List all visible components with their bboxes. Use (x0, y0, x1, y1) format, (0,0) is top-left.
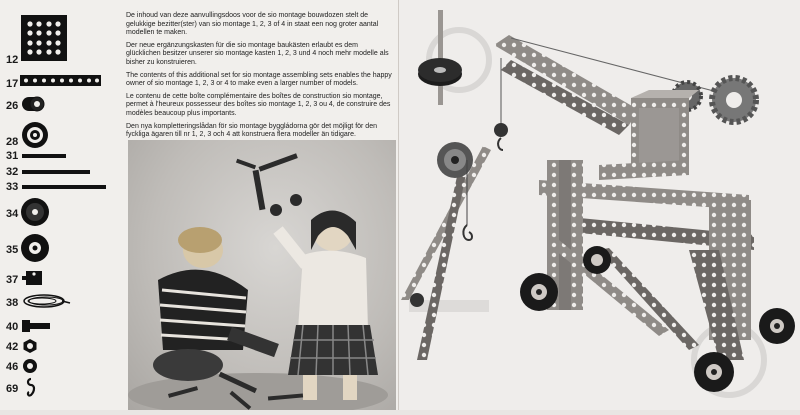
perforated-plate-icon (20, 14, 68, 62)
part-37 (0, 268, 120, 288)
part-28 (0, 120, 120, 150)
medium-axle-icon (22, 169, 92, 175)
perforated-strip-icon (20, 74, 102, 88)
part-69 (0, 377, 120, 399)
part-31 (0, 150, 120, 162)
part-number: 12 (6, 54, 19, 66)
part-number: 38 (6, 297, 19, 309)
part-number: 31 (6, 150, 19, 162)
coupling-icon (22, 269, 46, 287)
part-number: 26 (6, 100, 19, 112)
intro-paragraph-fr: Le contenu de cette boîte complémentaire des boîtes de construction sio montage, permet à l'heureux possesseur des boîtes sio montage 1, 2, 3 ou 4, de construire des modèles beaucoup plus importants. (126, 92, 391, 117)
part-46 (0, 357, 120, 377)
intro-paragraph-nl: De inhoud van deze aanvullingsdoos voor de sio montage bouwdozen stelt de gelukkige bezitter(ster) van sio montage 1, 2, 3 of 4 in staat een nog groter aantal modellen te maken. (126, 12, 379, 37)
part-number: 42 (6, 341, 19, 353)
part-42 (0, 337, 120, 357)
large-wheel-icon (20, 196, 52, 228)
children-illustration (128, 140, 396, 410)
boy-figure (153, 227, 279, 381)
part-17 (0, 72, 120, 92)
hook-icon (24, 377, 38, 399)
part-34 (0, 196, 120, 226)
left-support-strips (401, 142, 491, 360)
part-number: 17 (6, 78, 19, 90)
double-wheel-icon (20, 94, 46, 114)
part-33 (0, 181, 120, 193)
short-axle-icon (22, 153, 68, 159)
children-playing-photo (128, 140, 396, 410)
part-number: 32 (6, 166, 19, 178)
parts-list (0, 0, 120, 410)
part-number: 35 (6, 244, 19, 256)
part-35 (0, 232, 120, 262)
part-number: 46 (6, 361, 19, 373)
part-26 (0, 94, 120, 114)
tire-wheel-icon (20, 232, 52, 264)
string-coil-icon (22, 292, 72, 310)
crane-model-illustration (399, 0, 800, 410)
washer-icon (22, 358, 38, 374)
toy-airplane-model (236, 153, 302, 216)
right-page (399, 0, 800, 410)
intro-paragraph-de: Der neue ergänzungskasten für die sio montage baukästen erlaubt es dem glücklichen besitzer unserer sio montage kasten 1, 2, 3 und 4 noch mehr modelle als bisher zu konstruieren. (126, 41, 389, 66)
part-number: 40 (6, 321, 19, 333)
part-number: 69 (6, 383, 19, 395)
part-12 (0, 14, 120, 64)
machine-house (631, 90, 699, 170)
intro-paragraph-sv: Den nya kompletteringslådan för sio montage byggládorna gör det möjligt för den fyckliga ägaren till nr 1, 2, 3 och 4 att konstruera flera modeller än tidigare. (126, 122, 377, 139)
pulley-wheel-icon (20, 120, 52, 150)
girl-figure (278, 210, 378, 400)
part-32 (0, 166, 120, 178)
part-40 (0, 317, 120, 337)
part-number: 33 (6, 181, 19, 193)
intro-text (126, 12, 392, 144)
right-leg-frame (689, 200, 751, 360)
left-page (0, 0, 399, 410)
part-number: 37 (6, 274, 19, 286)
part-number: 28 (6, 136, 19, 148)
bolt-icon (22, 319, 52, 333)
part-number: 34 (6, 208, 19, 220)
intro-paragraph-en: The contents of this additional set for sio montage assembling sets enables the happy owner of sio montage 1, 2, 3 or 4 to make even a larger number of models. (126, 71, 392, 88)
part-38 (0, 292, 120, 312)
nut-icon (22, 338, 38, 354)
long-axle-icon (22, 184, 108, 190)
